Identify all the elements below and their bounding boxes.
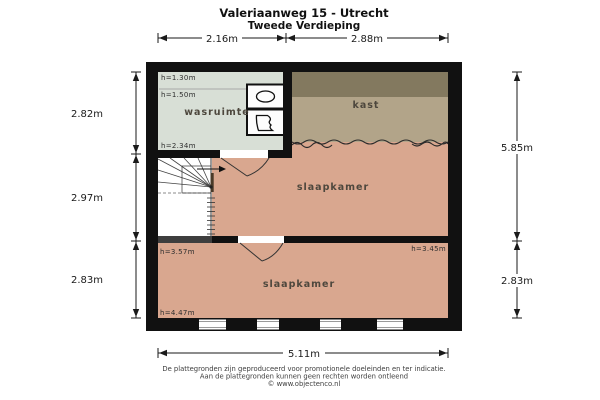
dim-right-top: 5.85m <box>500 143 534 154</box>
dimension-top <box>158 32 448 46</box>
window <box>320 320 341 330</box>
footer-line-1: De plattegronden zijn geproduceerd voor promotionele doeleinden en ter indicatie. <box>162 365 446 373</box>
kast-low-ceiling-zone <box>292 72 448 97</box>
dim-left-top: 2.82m <box>70 109 104 120</box>
dryer-icon <box>247 110 284 136</box>
room-label-slaapkamer-middle: slaapkamer <box>296 182 370 193</box>
room-label-kast: kast <box>352 100 380 111</box>
washing-machine-icon <box>247 85 284 109</box>
footer-line-2: Aan de plattegronden kunnen geen rechten worden ontleend <box>199 372 409 381</box>
height-label-130: h=1.30m <box>161 74 196 82</box>
room-label-slaapkamer-bottom: slaapkamer <box>262 279 336 290</box>
room-label-wasruimte: wasruimte <box>184 107 250 118</box>
footer-line-3: © www.objectenco.nl <box>267 380 341 388</box>
height-label-357: h=3.57m <box>160 248 195 256</box>
window <box>257 320 279 330</box>
dim-left-bottom: 2.83m <box>70 275 104 286</box>
dim-left-middle: 2.97m <box>70 193 104 204</box>
dim-top-right: 2.88m <box>350 34 384 45</box>
stair-handrail <box>211 173 214 192</box>
height-label-345: h=3.45m <box>411 245 446 253</box>
window <box>377 320 403 330</box>
height-label-234: h=2.34m <box>161 142 196 150</box>
wall-bottom <box>146 318 462 331</box>
height-label-150: h=1.50m <box>161 91 196 99</box>
wall-wasruimte-bottom <box>146 150 292 158</box>
dim-top-left: 2.16m <box>205 34 239 45</box>
wall-under-stairs <box>158 236 212 243</box>
page-subtitle: Tweede Verdieping <box>247 20 361 32</box>
dimension-left <box>71 72 141 318</box>
dim-bottom: 5.11m <box>287 349 321 360</box>
page-title: Valeriaanweg 15 - Utrecht <box>219 6 389 20</box>
wall-left <box>146 62 158 331</box>
dim-right-bottom: 2.83m <box>500 276 534 287</box>
dimension-bottom <box>158 347 448 361</box>
wall-top <box>146 62 462 72</box>
window <box>199 320 226 330</box>
height-label-447: h=4.47m <box>160 309 195 317</box>
dimension-right <box>497 72 537 318</box>
wall-right <box>448 62 462 331</box>
